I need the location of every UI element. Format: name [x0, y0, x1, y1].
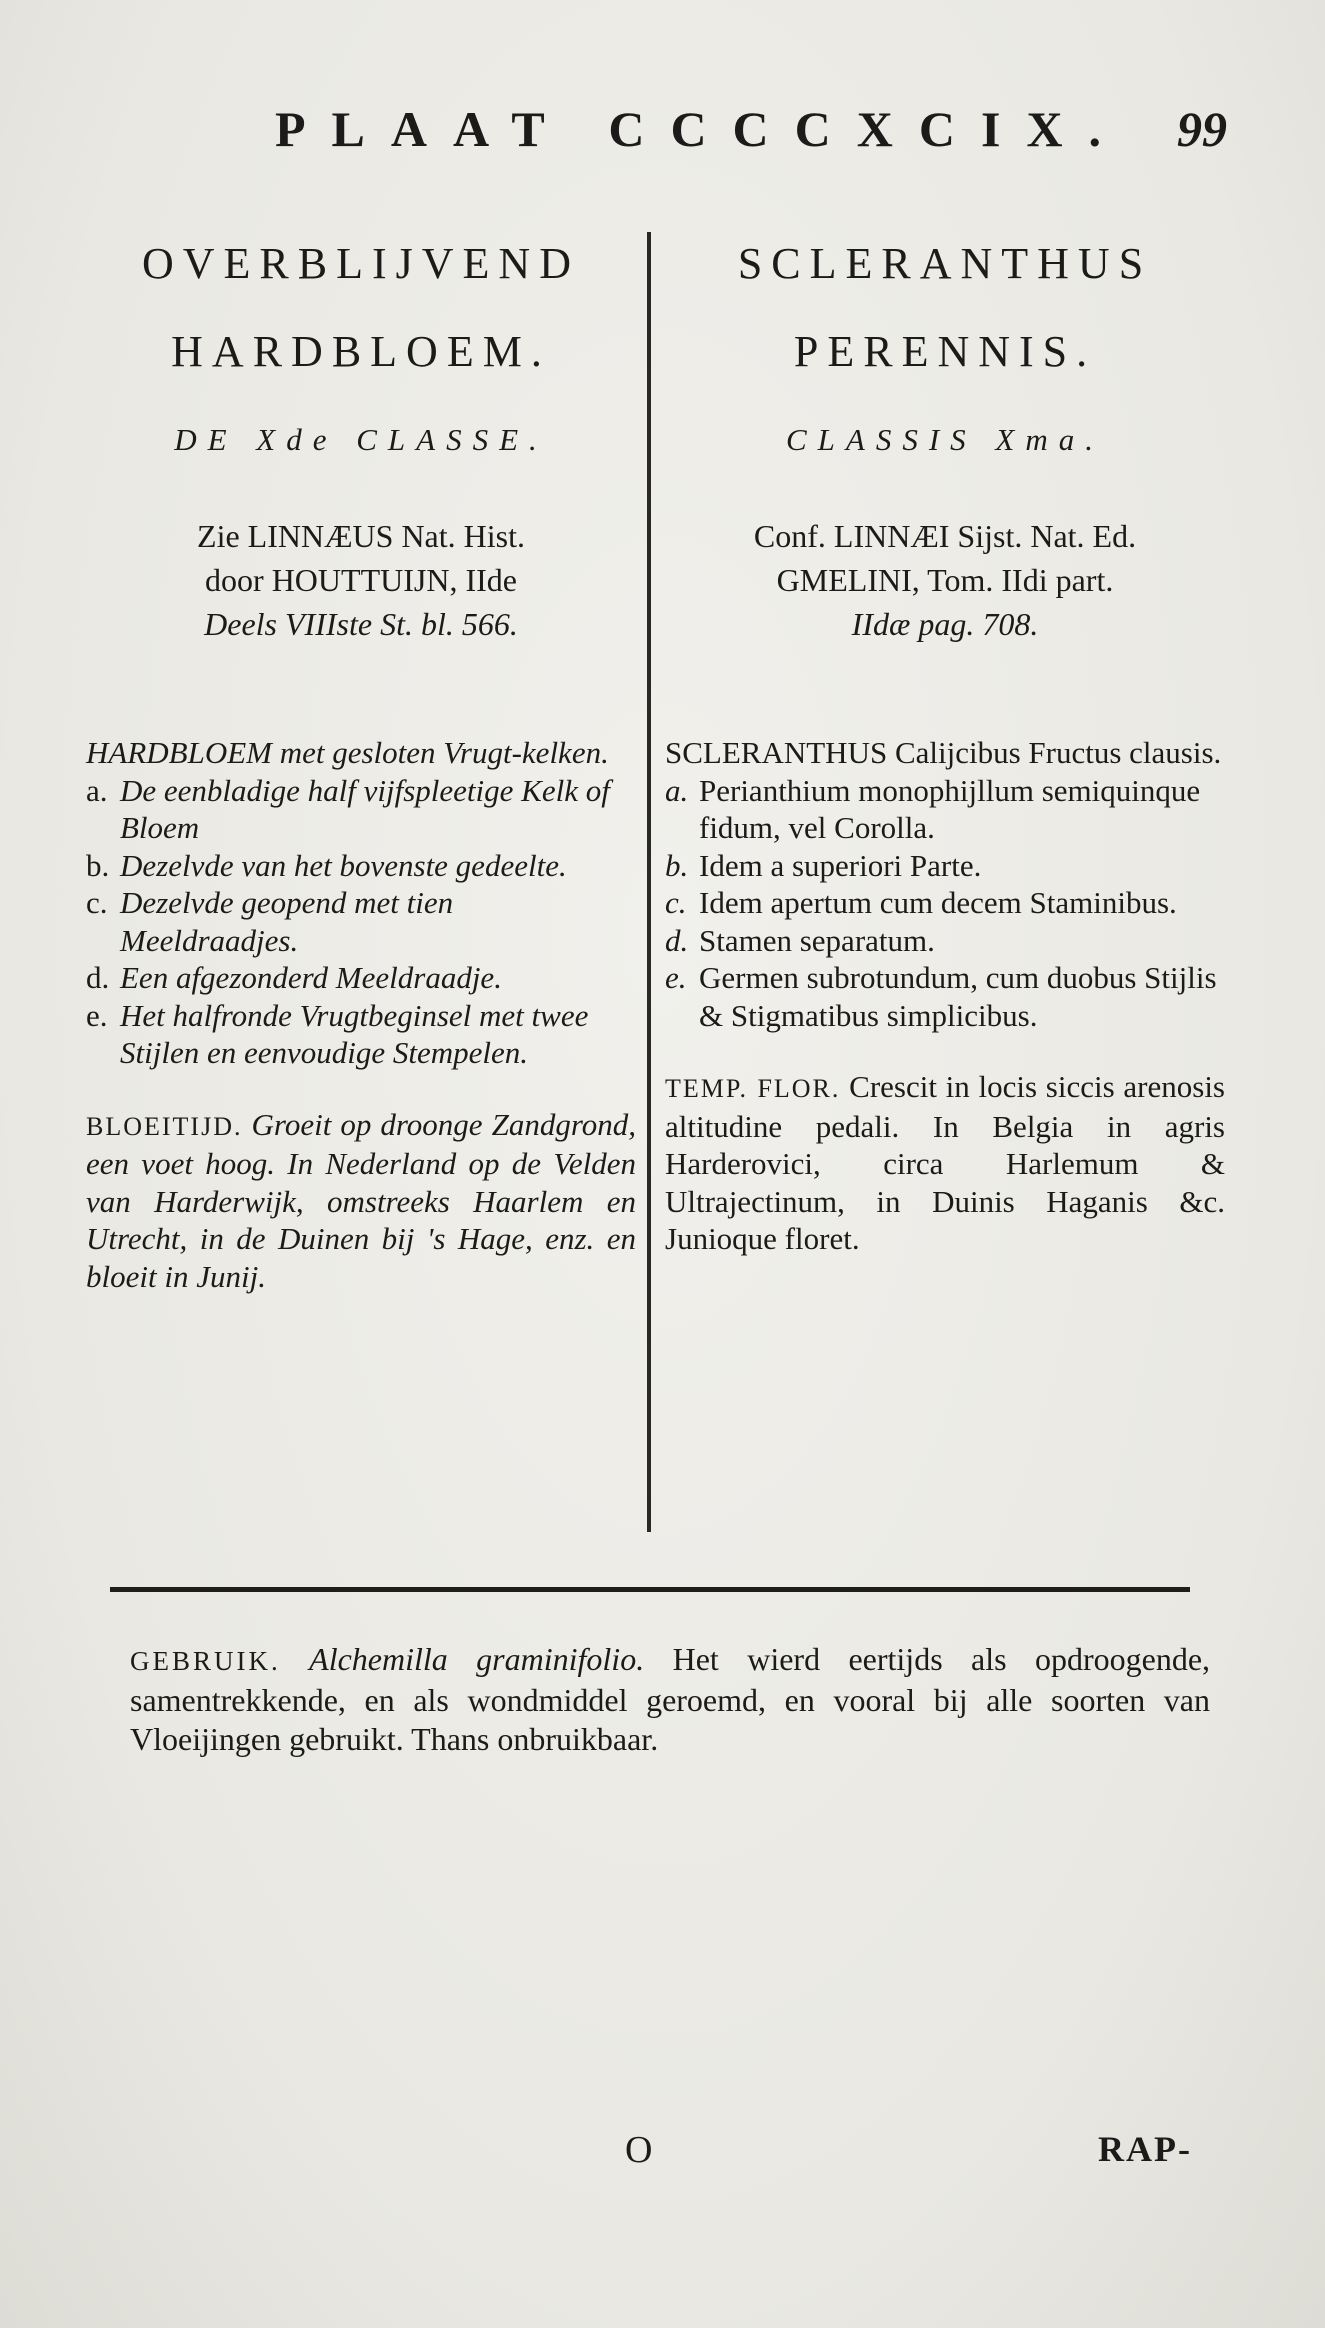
latin-item-a: [665, 772, 1225, 847]
item-letter: e.: [86, 997, 108, 1033]
item-text: Perianthium monophijllum semiquinque fidum, vel Corolla.: [699, 772, 1201, 845]
dutch-flowering-text: Groeit op droonge Zandgrond, een voet hoog. In Nederland op de Velden van Harderwijk, omstreeks Haarlem en Utrecht, in de Duinen bij 's Hage, enz. en bloeit in Junij.: [86, 1106, 636, 1294]
dutch-item-d: [86, 959, 636, 997]
item-text: Een afgezonderd Meeldraadje.: [120, 960, 502, 995]
item-letter: e.: [665, 960, 687, 995]
page-number: 99: [1177, 101, 1227, 157]
item-letter: a.: [665, 772, 689, 808]
latin-description: [665, 734, 1225, 1034]
horizontal-rule: [110, 1587, 1190, 1592]
latin-reference: [665, 514, 1225, 646]
latin-desc-head: SCLERANTHUS Calijcibus Fructus clausis.: [665, 735, 1222, 770]
item-text: Dezelvde geopend met tien Meeldraadjes.: [120, 885, 454, 958]
item-letter: d.: [86, 960, 110, 995]
dutch-desc-head: HARDBLOEM met gesloten Vrugt-kelken.: [86, 735, 609, 770]
column-divider: [647, 232, 651, 1532]
usage-paragraph: [130, 1640, 1210, 1759]
dutch-reference: [86, 514, 636, 646]
item-text: Idem apertum cum decem Staminibus.: [699, 885, 1177, 920]
latin-item-b: [665, 847, 1225, 885]
signature-mark: O: [625, 2129, 653, 2171]
usage-label: GEBRUIK.: [130, 1646, 281, 1676]
latin-flowering-text: Crescit in locis siccis arenosis altitudine pedali. In Belgia in agris Harderovici, circa Harlemum & Ultrajectinum, in Duinis Haganis &c. Junioque floret.: [665, 1069, 1225, 1256]
latin-item-e: [665, 959, 1225, 1034]
item-text: Idem a superiori Parte.: [699, 847, 982, 883]
dutch-title-line1: OVERBLIJVEND: [142, 239, 580, 288]
item-letter: d.: [665, 922, 689, 958]
latin-item-c: [665, 884, 1225, 922]
item-text: Dezelvde van het bovenste gedeelte.: [120, 847, 567, 883]
dutch-item-b: [86, 847, 636, 885]
latin-title-line1: SCLERANTHUS: [737, 239, 1153, 288]
latin-ref-line2: GMELINI, Tom. IIdi part.: [776, 562, 1114, 598]
catchword: RAP-: [1098, 2129, 1192, 2169]
latin-classis: CLASSIS Xma.: [786, 422, 1104, 457]
latin-column: [665, 220, 1225, 1258]
dutch-title: [86, 220, 636, 396]
item-text: Germen subrotundum, cum duobus Stijlis & Stigmatibus simplicibus.: [699, 960, 1217, 1033]
dutch-ref-line2: door HOUTTUIJN, IIde: [205, 562, 517, 598]
latin-item-d: [665, 922, 1225, 960]
dutch-flowering: [86, 1106, 636, 1296]
usage-text: Het wierd eertijds als opdroogende, samentrekkende, en als wondmiddel geroemd, en vooral bij alle soorten van Vloeijingen gebruikt. Thans onbruikbaar.: [130, 1641, 1211, 1757]
dutch-item-c: [86, 884, 636, 959]
dutch-column: [86, 220, 636, 1295]
latin-ref-line1: Conf. LINNÆI Sijst. Nat. Ed.: [753, 518, 1137, 554]
latin-title-line2: PERENNIS.: [793, 327, 1097, 376]
item-letter: c.: [665, 885, 687, 920]
dutch-title-line2: HARDBLOEM.: [171, 327, 551, 376]
usage-plant-name: Alchemilla graminifolio.: [309, 1641, 645, 1677]
latin-flowering-label: TEMP. FLOR.: [665, 1074, 841, 1103]
item-text: Het halfronde Vrugtbeginsel met twee Stijlen en eenvoudige Stempelen.: [120, 997, 589, 1070]
item-letter: c.: [86, 885, 108, 920]
dutch-item-a: [86, 772, 636, 847]
dutch-description: [86, 734, 636, 1072]
item-letter: b.: [665, 847, 689, 883]
latin-flowering: [665, 1068, 1225, 1258]
latin-ref-line3: IIdæ pag. 708.: [851, 606, 1039, 642]
item-text: De eenbladige half vijfspleetige Kelk of Bloem: [120, 772, 610, 845]
dutch-item-e: [86, 997, 636, 1072]
item-letter: a.: [86, 772, 108, 808]
dutch-ref-line3: Deels VIIIste St. bl. 566.: [204, 606, 518, 642]
latin-title: [665, 220, 1225, 396]
dutch-classe: DE Xde CLASSE.: [174, 422, 548, 457]
dutch-flowering-label: BLOEITIJD.: [86, 1111, 243, 1141]
item-text: Stamen separatum.: [699, 922, 935, 958]
dutch-ref-line1: Zie LINNÆUS Nat. Hist.: [197, 518, 525, 554]
plate-title: PLAAT CCCCXCIX.: [275, 101, 1128, 157]
page-header: [0, 100, 1325, 170]
item-letter: b.: [86, 847, 110, 883]
